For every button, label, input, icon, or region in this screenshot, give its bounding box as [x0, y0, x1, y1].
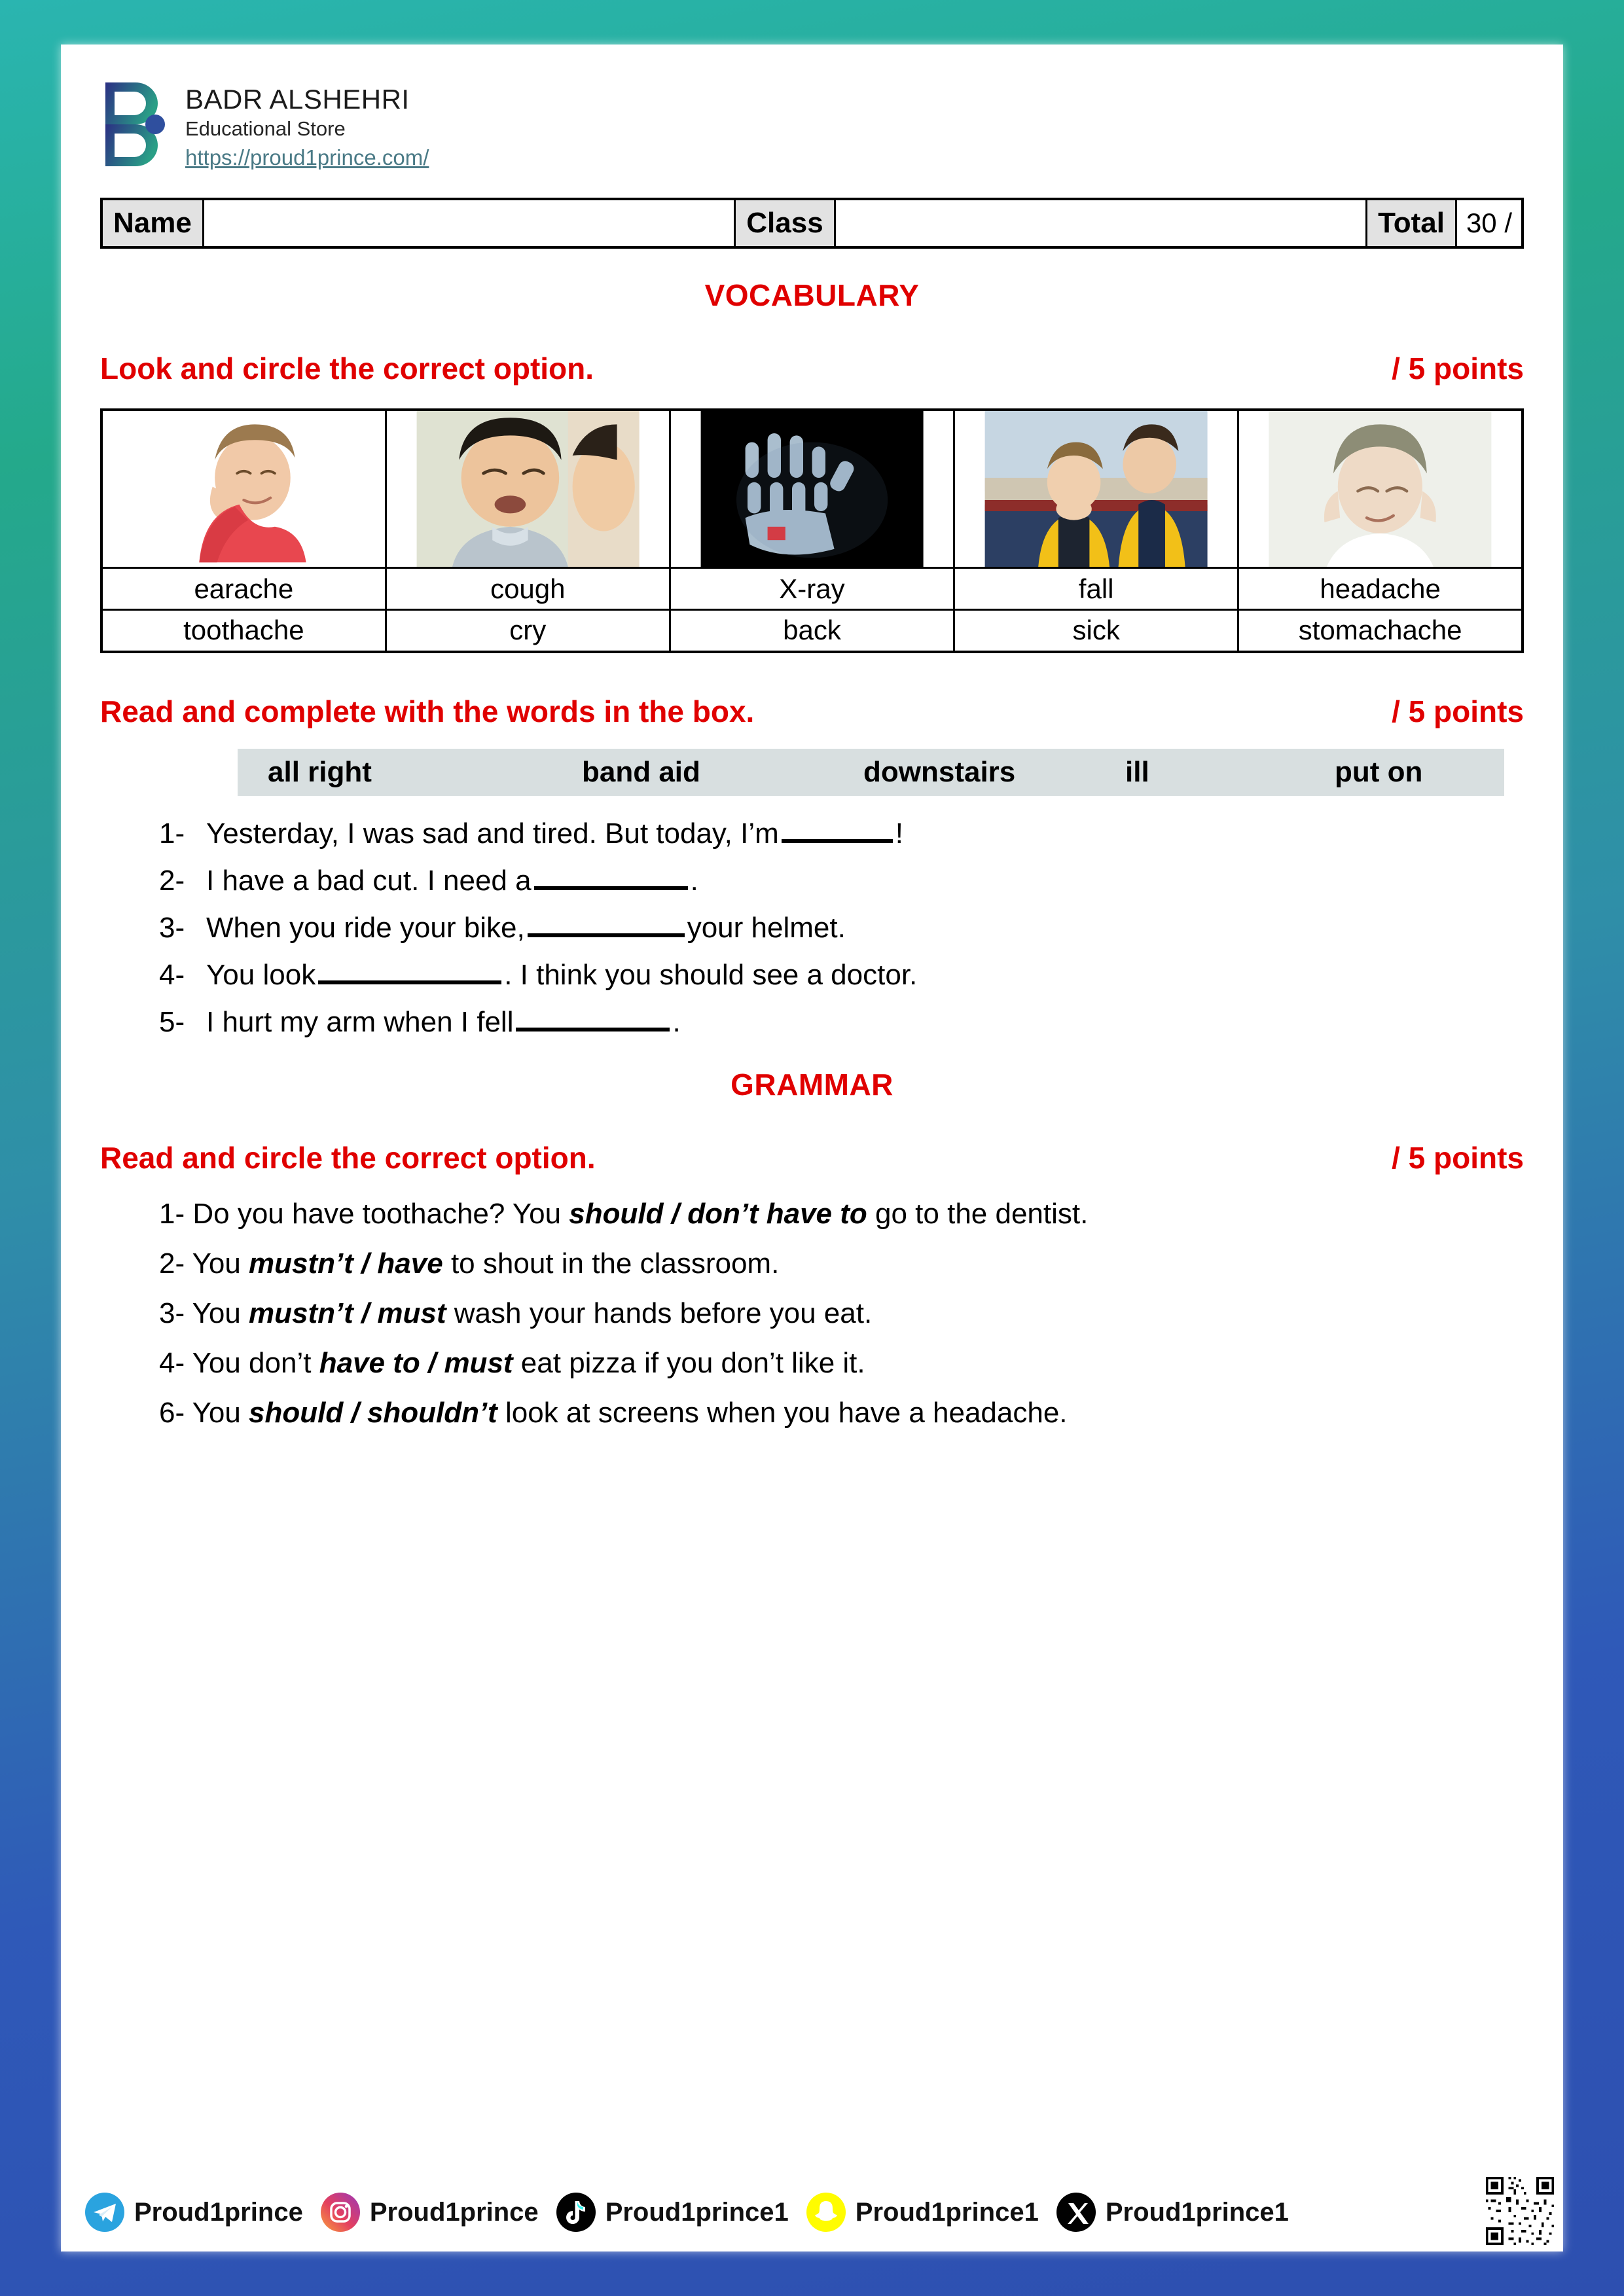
picture-cell-xray	[670, 410, 954, 568]
instagram-icon	[320, 2192, 361, 2233]
grammar-item-1-separator: /	[671, 1197, 679, 1230]
grammar-item-6-text-after: look at screens when you have a headache.	[505, 1396, 1068, 1429]
grammar-item-1-text-after: go to the dentist.	[875, 1197, 1089, 1230]
grammar-item-6-option-b[interactable]: shouldn’t	[367, 1396, 497, 1429]
grammar-item-3-option-a[interactable]: mustn’t	[249, 1297, 353, 1329]
option-stomachache[interactable]: stomachache	[1238, 610, 1523, 652]
tiktok-icon	[556, 2192, 596, 2233]
grammar-item-1	[159, 1198, 1563, 1230]
word-bank	[238, 749, 1504, 796]
grammar-item-1-option-a[interactable]: should	[569, 1197, 664, 1230]
grammar-item-2-number: 2-	[159, 1247, 185, 1280]
task2-header	[100, 694, 1524, 729]
snapchat-icon	[806, 2192, 846, 2233]
task1-points: / 5 points	[1392, 351, 1524, 386]
grammar-item-6-text-before: You	[192, 1396, 241, 1429]
fill-item-4-blank[interactable]	[318, 966, 501, 984]
fill-item-5-number: 5-	[159, 1005, 185, 1038]
social-telegram-handle: Proud1prince	[134, 2197, 303, 2227]
fill-item-3-blank[interactable]	[528, 919, 685, 937]
grammar-item-2-option-b[interactable]: have	[377, 1247, 443, 1280]
grammar-item-4-text-after: eat pizza if you don’t like it.	[520, 1346, 865, 1379]
total-value: 30 /	[1466, 207, 1513, 238]
footer-social-bar	[61, 2173, 1563, 2251]
fill-item-4-text-after: . I think you should see a doctor.	[504, 958, 918, 991]
fill-item-1-blank[interactable]	[782, 825, 893, 843]
social-telegram[interactable]	[84, 2192, 303, 2233]
task1-instruction: Look and circle the correct option.	[100, 351, 594, 386]
picture-word-table	[100, 408, 1524, 653]
grammar-item-3-option-b[interactable]: must	[377, 1297, 446, 1329]
fill-item-4-number: 4-	[159, 958, 185, 991]
social-instagram[interactable]	[320, 2192, 539, 2233]
class-input[interactable]	[836, 200, 1367, 246]
option-headache[interactable]: headache	[1238, 568, 1523, 610]
grammar-item-1-text-before: Do you have toothache? You	[192, 1197, 562, 1230]
option-cough[interactable]: cough	[386, 568, 670, 610]
fill-item-1-text-before: Yesterday, I was sad and tired. But today, I’m	[206, 817, 779, 850]
grammar-item-2	[159, 1247, 1563, 1280]
social-snapchat[interactable]	[806, 2192, 1039, 2233]
hand-xray-image	[671, 411, 953, 567]
grammar-item-4-option-b[interactable]: must	[444, 1346, 513, 1379]
brand-subtitle: Educational Store	[185, 117, 346, 141]
fill-item-1-text-after: !	[895, 817, 903, 850]
brand-url-link[interactable]: https://proud1prince.com/	[185, 145, 429, 170]
fill-item-5-blank[interactable]	[516, 1013, 670, 1031]
word-row-b	[101, 610, 1523, 652]
social-x-twitter-handle: Proud1prince1	[1105, 2197, 1289, 2227]
grammar-circle-list	[159, 1198, 1563, 1429]
word-bank-item-ill[interactable]: ill	[1125, 755, 1149, 788]
word-row-a	[101, 568, 1523, 610]
grammar-section-title: GRAMMAR	[731, 1067, 893, 1102]
brand-name: BADR ALSHEHRI	[185, 84, 410, 115]
grammar-item-6	[159, 1397, 1563, 1429]
boy-coughing-image	[387, 411, 669, 567]
grammar-item-3-text-before: You	[192, 1297, 241, 1329]
badr-b-logo-icon	[100, 79, 171, 170]
option-earache[interactable]: earache	[101, 568, 386, 610]
fill-item-4-text-before: You look	[206, 958, 316, 991]
name-label: Name	[103, 200, 204, 246]
brand-header	[61, 45, 1563, 170]
grammar-item-2-text-after: to shout in the classroom.	[450, 1247, 780, 1280]
x-twitter-icon	[1056, 2192, 1096, 2233]
fill-item-4	[159, 958, 1563, 991]
fill-in-blank-list	[159, 819, 1563, 1037]
fill-item-5	[159, 1005, 1563, 1038]
social-snapchat-handle: Proud1prince1	[855, 2197, 1039, 2227]
fill-item-1-number: 1-	[159, 817, 185, 850]
boy-holding-ear-earache-image	[103, 411, 385, 567]
social-tiktok[interactable]	[556, 2192, 789, 2233]
word-bank-item-band-aid[interactable]: band aid	[582, 755, 700, 788]
task3-header	[100, 1140, 1524, 1175]
grammar-item-4-number: 4-	[159, 1346, 185, 1379]
task2-points: / 5 points	[1392, 694, 1524, 728]
total-label: Total	[1367, 200, 1457, 246]
picture-cell-earache	[101, 410, 386, 568]
social-tiktok-handle: Proud1prince1	[605, 2197, 789, 2227]
option-toothache[interactable]: toothache	[101, 610, 386, 652]
fill-item-2-text-before: I have a bad cut. I need a	[206, 864, 532, 897]
telegram-icon	[84, 2192, 125, 2233]
word-bank-item-all-right[interactable]: all right	[268, 755, 372, 788]
grammar-item-2-option-a[interactable]: mustn’t	[249, 1247, 353, 1280]
grammar-item-3-number: 3-	[159, 1297, 185, 1329]
task2-instruction: Read and complete with the words in the box.	[100, 694, 755, 728]
grammar-item-6-separator: /	[351, 1396, 359, 1429]
fill-item-5-text-before: I hurt my arm when I fell	[206, 1005, 514, 1038]
word-bank-item-downstairs[interactable]: downstairs	[863, 755, 1016, 788]
fill-item-3-text-after: your helmet.	[687, 911, 846, 944]
grammar-item-3-separator: /	[361, 1297, 370, 1329]
fill-item-3-text-before: When you ride your bike,	[206, 911, 525, 944]
vocabulary-section-title: VOCABULARY	[704, 278, 920, 312]
student-info-row	[100, 198, 1524, 249]
fill-item-2-number: 2-	[159, 864, 185, 897]
grammar-item-4-separator: /	[427, 1346, 437, 1379]
grammar-item-6-number: 6-	[159, 1396, 185, 1429]
word-bank-item-put-on[interactable]: put on	[1335, 755, 1423, 788]
fill-item-3	[159, 911, 1563, 944]
social-instagram-handle: Proud1prince	[369, 2197, 539, 2227]
grammar-item-3-text-after: wash your hands before you eat.	[454, 1297, 873, 1329]
picture-cell-headache	[1238, 410, 1523, 568]
fill-item-3-number: 3-	[159, 911, 185, 944]
grammar-item-4	[159, 1347, 1563, 1380]
task3-points: / 5 points	[1392, 1140, 1524, 1175]
boys-lifejackets-seasick-image	[955, 411, 1237, 567]
fill-item-5-text-after: .	[672, 1005, 681, 1038]
social-x-twitter[interactable]	[1056, 2192, 1289, 2233]
name-input[interactable]	[204, 200, 736, 246]
option-cry[interactable]: cry	[386, 610, 670, 652]
class-label: Class	[736, 200, 835, 246]
fill-item-1	[159, 819, 1563, 848]
fill-item-2-text-after: .	[690, 864, 698, 897]
fill-item-2-blank[interactable]	[534, 872, 688, 890]
brand-text-block	[185, 79, 429, 170]
task1-header	[100, 351, 1524, 386]
grammar-item-4-text-before: You don’t	[192, 1346, 312, 1379]
option-back[interactable]: back	[670, 610, 954, 652]
picture-cell-fall	[954, 410, 1238, 568]
grammar-item-3	[159, 1297, 1563, 1330]
grammar-item-1-number: 1-	[159, 1197, 185, 1230]
picture-cell-cough	[386, 410, 670, 568]
qr-code-icon[interactable]	[1483, 2174, 1557, 2248]
task3-instruction: Read and circle the correct option.	[100, 1140, 596, 1175]
option-xray[interactable]: X-ray	[670, 568, 954, 610]
grammar-item-6-option-a[interactable]: should	[249, 1396, 344, 1429]
fill-item-2	[159, 864, 1563, 897]
grammar-item-2-separator: /	[361, 1247, 370, 1280]
worksheet-page	[61, 45, 1563, 2251]
boy-holding-head-headache-image	[1239, 411, 1521, 567]
grammar-item-4-option-a[interactable]: have to	[319, 1346, 420, 1379]
option-sick[interactable]: sick	[954, 610, 1238, 652]
grammar-item-1-option-b[interactable]: don’t have to	[687, 1197, 867, 1230]
option-fall[interactable]: fall	[954, 568, 1238, 610]
grammar-item-2-text-before: You	[192, 1247, 241, 1280]
picture-row	[101, 410, 1523, 568]
